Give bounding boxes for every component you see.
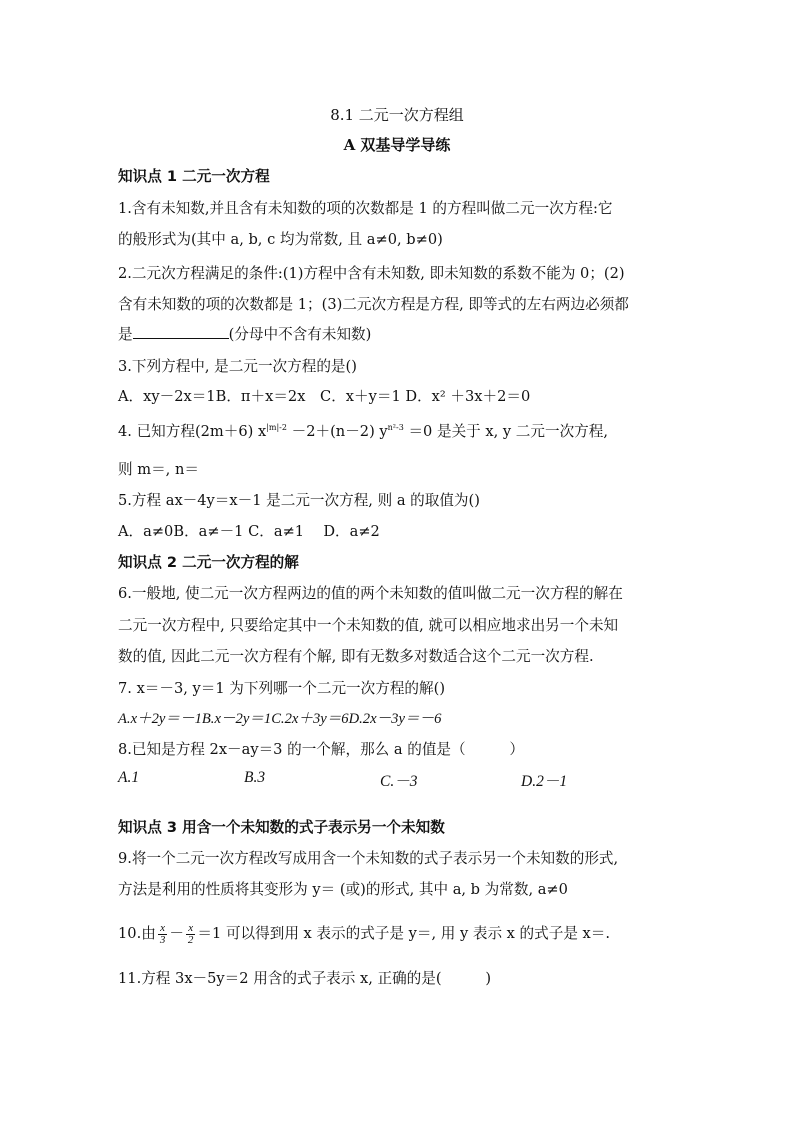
q10-f2-denominator: 2 (187, 933, 194, 946)
q10-rest: ＝1 可以得到用 x 表示的式子是 y＝, 用 y 表示 x 的式子是 x＝. (197, 925, 611, 942)
q10-fraction-2 (186, 923, 196, 946)
q2-line2: 含有未知数的项的次数都是 1；(3)二元次方程是方程, 即等式的左右两边必须都 (118, 296, 629, 313)
q10-fraction-1 (158, 923, 168, 946)
q10-f1-denominator: 3 (159, 933, 166, 946)
q2-line1: 2.二元次方程满足的条件:(1)方程中含有未知数, 即未知数的系数不能为 0；(2) (118, 265, 625, 282)
q8-option-c: C.－3 (380, 773, 418, 790)
page-subtitle: A 双基导学导练 (343, 136, 451, 154)
section-3-heading: 知识点 3 用含一个未知数的式子表示另一个未知数 (118, 819, 445, 836)
page-title: 8.1 二元一次方程组 (330, 106, 464, 124)
q4-exponent-2: n²-3 (387, 423, 404, 433)
q4-exponent-1: |m|-2 (266, 423, 287, 433)
q5-options: A．a≠0B．a≠－1 C．a≠1 D．a≠2 (118, 523, 380, 540)
section-2-heading: 知识点 2 二元一次方程的解 (118, 554, 299, 571)
q8-stem: 8.已知是方程 2x－ay＝3 的一个解，那么 a 的值是（ ） (118, 741, 524, 758)
q1-line2: 的般形式为(其中 a, b, c 均为常数, 且 a≠0, b≠0) (118, 231, 443, 248)
q7-options: A.x＋2y＝－1B.x－2y＝1C.2x＋3y＝6D.2x－3y＝－6 (118, 711, 442, 727)
q6-line1: 6.一般地, 使二元一次方程两边的值的两个未知数的值叫做二元一次方程的解在 (118, 585, 623, 602)
q10-prefix: 10.由 (118, 925, 156, 942)
q6-line2: 二元一次方程中, 只要给定其中一个未知数的值, 就可以相应地求出另一个未知 (118, 617, 619, 634)
q10-minus: － (169, 925, 184, 942)
q9-line2: 方法是利用的性质将其变形为 y＝ (或)的形式, 其中 a, b 为常数, a≠0 (118, 881, 568, 898)
q9-line1: 9.将一个二元一次方程改写成用含一个未知数的式子表示另一个未知数的形式, (118, 850, 619, 867)
answer-blank (133, 325, 229, 339)
q2-line3-before: 是 (118, 326, 133, 343)
q8-option-a: A.1 (118, 769, 140, 786)
q4-stem-b: －2＋(n－2) y (286, 423, 388, 440)
q10-f1-numerator: x (158, 923, 168, 935)
q7-stem: 7. x＝－3, y＝1 为下列哪一个二元一次方程的解() (118, 680, 446, 697)
q3-stem: 3.下列方程中, 是二元一次方程的是() (118, 358, 357, 375)
q8-option-b: B.3 (244, 769, 266, 786)
q4-line2: 则 m＝, n＝ (118, 461, 199, 478)
section-1-heading: 知识点 1 二元一次方程 (118, 168, 270, 185)
q4-stem-a: 4. 已知方程(2m＋6) x (118, 423, 267, 440)
q1-line1: 1.含有未知数,并且含有未知数的项的次数都是 1 的方程叫做二元一次方程:它 (118, 200, 613, 217)
q2-line3 (118, 323, 371, 344)
q8-option-d: D.2－1 (521, 773, 568, 790)
q10-line (118, 922, 610, 946)
q11-stem: 11.方程 3x－5y＝2 用含的式子表示 x, 正确的是( ) (118, 970, 492, 987)
q5-stem: 5.方程 ax－4y＝x－1 是二元一次方程, 则 a 的取值为() (118, 492, 480, 509)
q4-stem-c: ＝0 是关于 x, y 二元一次方程, (403, 423, 608, 440)
q6-line3: 数的值, 因此二元一次方程有个解, 即有无数多对数适合这个二元一次方程. (118, 648, 594, 665)
q2-line3-after: (分母中不含有未知数) (228, 326, 372, 343)
q10-f2-numerator: x (186, 923, 196, 935)
q3-options: A．xy－2x＝1B．π＋x＝2x C．x＋y＝1 D．x² ＋3x＋2＝0 (118, 388, 531, 405)
q4-line1 (118, 420, 608, 441)
